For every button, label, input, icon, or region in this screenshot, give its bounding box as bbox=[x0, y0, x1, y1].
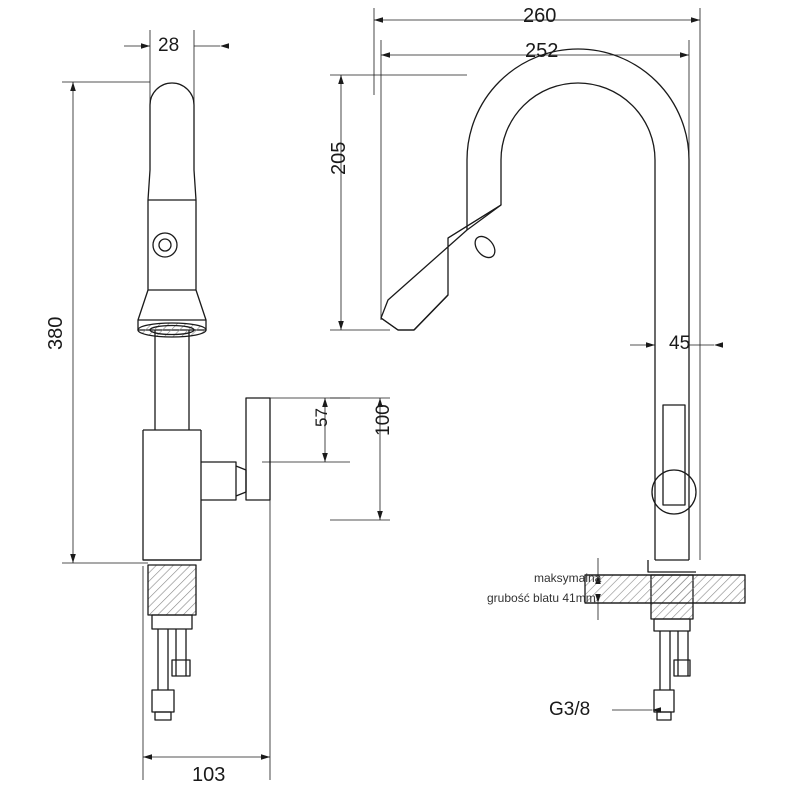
thread-spec-label: G3/8 bbox=[549, 699, 591, 720]
dimension-380: 380 bbox=[45, 316, 67, 350]
dimension-57: 57 bbox=[312, 408, 331, 427]
dimension-28: 28 bbox=[158, 35, 180, 56]
dimension-205: 205 bbox=[328, 141, 350, 175]
dimension-100: 100 bbox=[373, 404, 394, 436]
dimension-103: 103 bbox=[192, 764, 226, 786]
front-view-geometry bbox=[138, 83, 270, 720]
counter-note-line-1: maksymalna bbox=[534, 571, 602, 585]
side-view-geometry bbox=[381, 49, 745, 720]
dimension-252: 252 bbox=[525, 40, 559, 62]
dimension-260: 260 bbox=[523, 5, 557, 27]
dimension-lines bbox=[62, 5, 714, 780]
dimension-45: 45 bbox=[669, 333, 691, 354]
counter-note-line-2: grubość blatu 41mm bbox=[487, 591, 596, 605]
